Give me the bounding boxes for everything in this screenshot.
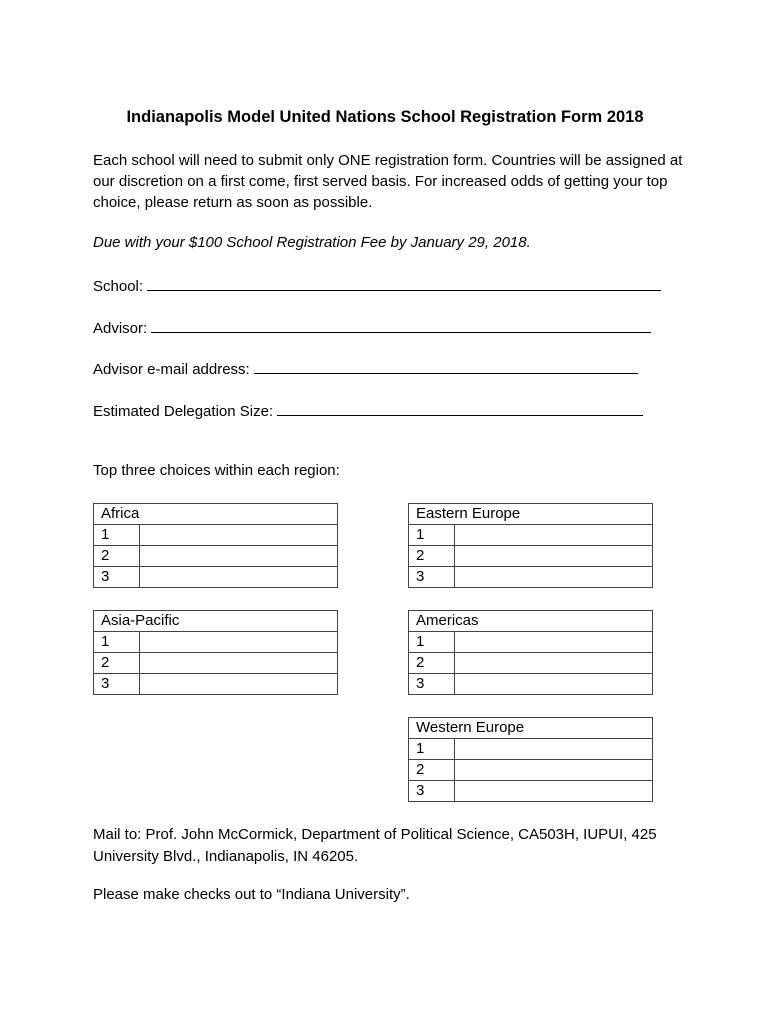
advisor-email-input-line[interactable] [254, 359, 638, 374]
advisor-email-label: Advisor e-mail address: [93, 361, 250, 378]
region-name: Eastern Europe [409, 504, 653, 525]
advisor-email-field [93, 359, 638, 378]
choice-row [409, 739, 653, 760]
choice-number: 1 [409, 525, 455, 546]
choice-row [94, 546, 338, 567]
choice-number: 1 [94, 632, 140, 653]
choice-input-cell[interactable] [140, 632, 338, 653]
choices-heading: Top three choices within each region: [93, 462, 340, 479]
page-title: Indianapolis Model United Nations School Registration Form 2018 [126, 108, 644, 126]
choice-row [94, 632, 338, 653]
intro-paragraph: Each school will need to submit only ONE registration form. Countries will be assigned at our discretion on a first come, first served basis. For increased odds of getting your top choice, please return as soon as possible. [93, 152, 683, 211]
choice-number: 3 [94, 567, 140, 588]
choice-number: 1 [94, 525, 140, 546]
region-table-africa [93, 503, 338, 588]
due-note: Due with your $100 School Registration Fee by January 29, 2018. [93, 234, 531, 251]
choice-row [409, 760, 653, 781]
choice-row [94, 567, 338, 588]
advisor-field [93, 318, 651, 337]
delegation-size-field [93, 401, 643, 420]
choice-input-cell[interactable] [455, 653, 653, 674]
choice-number: 2 [94, 653, 140, 674]
choice-input-cell[interactable] [455, 760, 653, 781]
choice-row [409, 567, 653, 588]
choice-number: 3 [94, 674, 140, 695]
region-table-western-europe [408, 717, 653, 802]
region-header-row [94, 611, 338, 632]
region-table-americas [408, 610, 653, 695]
school-field [93, 276, 661, 295]
delegation-size-input-line[interactable] [277, 401, 643, 416]
region-table-asia-pacific [93, 610, 338, 695]
choice-row [94, 674, 338, 695]
choice-row [409, 781, 653, 802]
choice-number: 1 [409, 632, 455, 653]
choice-input-cell[interactable] [140, 567, 338, 588]
choice-number: 1 [409, 739, 455, 760]
region-header-row [409, 718, 653, 739]
choice-number: 2 [409, 760, 455, 781]
region-name: Americas [409, 611, 653, 632]
choice-row [409, 674, 653, 695]
choice-input-cell[interactable] [455, 781, 653, 802]
choice-row [409, 653, 653, 674]
checks-note: Please make checks out to “Indiana University”. [93, 886, 410, 903]
delegation-size-label: Estimated Delegation Size: [93, 403, 274, 420]
choice-row [409, 546, 653, 567]
choice-input-cell[interactable] [140, 525, 338, 546]
mailing-address: Mail to: Prof. John McCormick, Department of Political Science, CA503H, IUPUI, 425 University Blvd., Indianapolis, IN 46205. [93, 826, 657, 865]
choice-input-cell[interactable] [455, 632, 653, 653]
region-header-row [409, 611, 653, 632]
choice-input-cell[interactable] [455, 525, 653, 546]
region-name: Western Europe [409, 718, 653, 739]
choice-number: 2 [409, 653, 455, 674]
choice-input-cell[interactable] [455, 546, 653, 567]
choice-number: 3 [409, 781, 455, 802]
choice-input-cell[interactable] [455, 739, 653, 760]
choice-input-cell[interactable] [140, 653, 338, 674]
choice-input-cell[interactable] [455, 567, 653, 588]
advisor-label: Advisor: [93, 320, 148, 337]
region-header-row [409, 504, 653, 525]
region-header-row [94, 504, 338, 525]
choice-input-cell[interactable] [455, 674, 653, 695]
choice-number: 3 [409, 674, 455, 695]
choice-number: 3 [409, 567, 455, 588]
advisor-input-line[interactable] [151, 318, 651, 333]
region-table-eastern-europe [408, 503, 653, 588]
school-input-line[interactable] [147, 276, 661, 291]
choice-number: 2 [94, 546, 140, 567]
region-name: Asia-Pacific [94, 611, 338, 632]
choice-row [94, 525, 338, 546]
choice-input-cell[interactable] [140, 546, 338, 567]
choice-input-cell[interactable] [140, 674, 338, 695]
choice-number: 2 [409, 546, 455, 567]
school-label: School: [93, 278, 144, 295]
choice-row [94, 653, 338, 674]
choice-row [409, 632, 653, 653]
choice-row [409, 525, 653, 546]
region-name: Africa [94, 504, 338, 525]
